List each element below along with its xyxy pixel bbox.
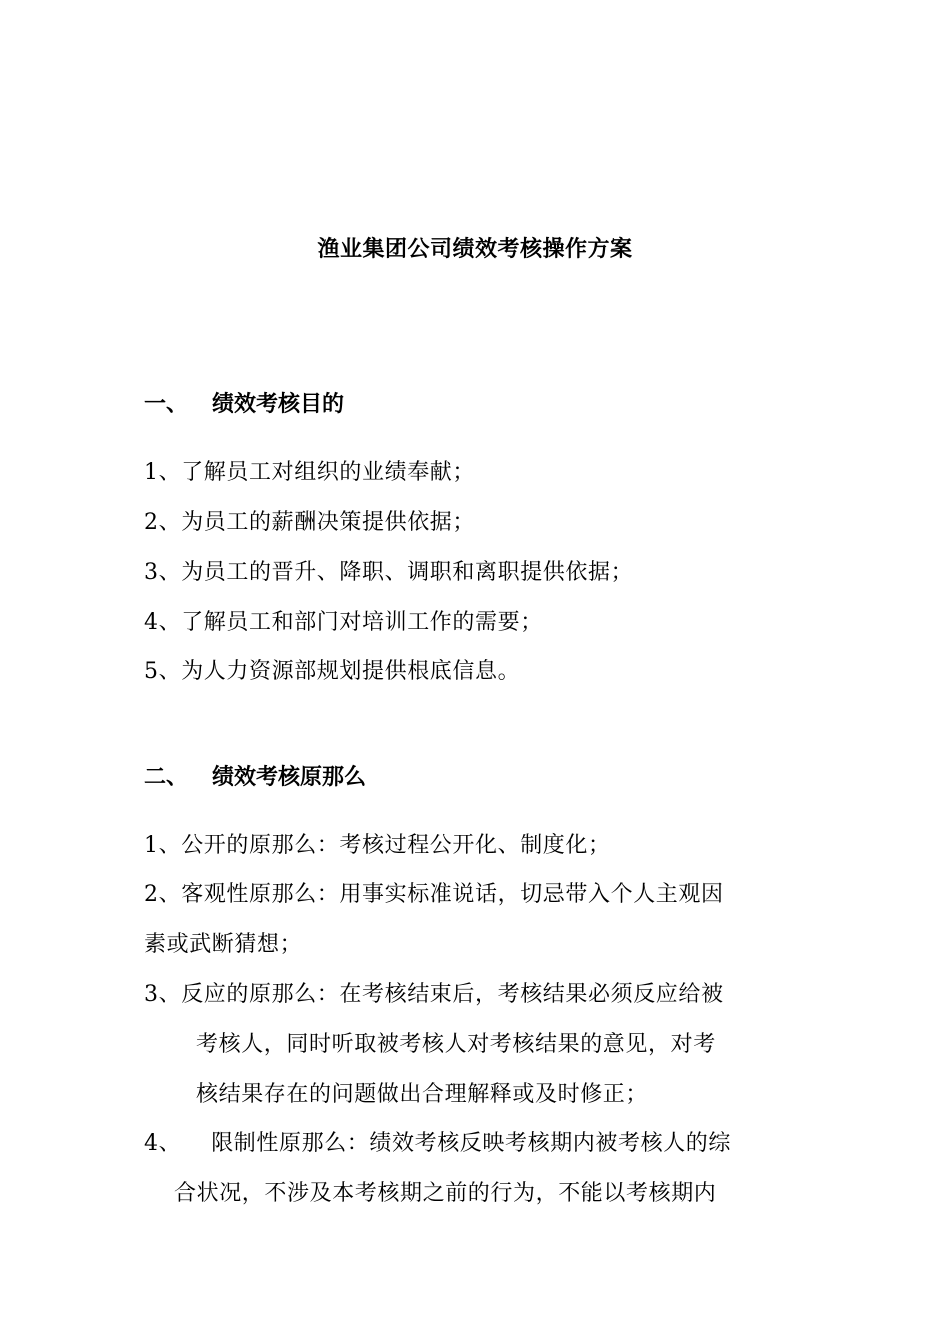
- list-item-line: 3、反应的原那么：在考核结束后，考核结果必须反应给被: [144, 982, 724, 1007]
- list-item: 1、了解员工对组织的业绩奉献；: [144, 460, 475, 485]
- section-number: 二、: [144, 765, 189, 790]
- section-title: 绩效考核原那么: [212, 765, 367, 790]
- list-item: 2、为员工的薪酬决策提供依据；: [144, 510, 475, 535]
- list-item-number: 4、: [144, 1131, 182, 1156]
- list-item-text: 限制性原那么：绩效考核反映考核期内被考核人的综: [211, 1131, 732, 1156]
- list-item: 5、为人力资源部规划提供根底信息。: [144, 659, 521, 684]
- section-heading-2: [144, 760, 366, 796]
- list-item-line: 2、客观性原那么：用事实标准说话，切忌带入个人主观因: [144, 882, 724, 907]
- section-title: 绩效考核目的: [212, 392, 345, 417]
- document-title: 渔业集团公司绩效考核操作方案: [317, 237, 633, 262]
- list-item-line: 考核人，同时听取被考核人对考核结果的意见，对考: [196, 1032, 716, 1057]
- list-item-line: 素或武断猜想；: [144, 932, 303, 957]
- list-item-line: 合状况，不涉及本考核期之前的行为，不能以考核期内: [174, 1181, 717, 1206]
- list-item: 3、为员工的晋升、降职、调职和离职提供依据；: [144, 560, 634, 585]
- section-heading-1: [144, 387, 344, 423]
- list-item: 1、公开的原那么：考核过程公开化、制度化；: [144, 833, 611, 858]
- section-number: 一、: [144, 392, 189, 417]
- list-item-line: 核结果存在的问题做出合理解释或及时修正；: [196, 1082, 649, 1107]
- list-item: 4、了解员工和部门对培训工作的需要；: [144, 610, 543, 635]
- list-item-line: [144, 1126, 731, 1162]
